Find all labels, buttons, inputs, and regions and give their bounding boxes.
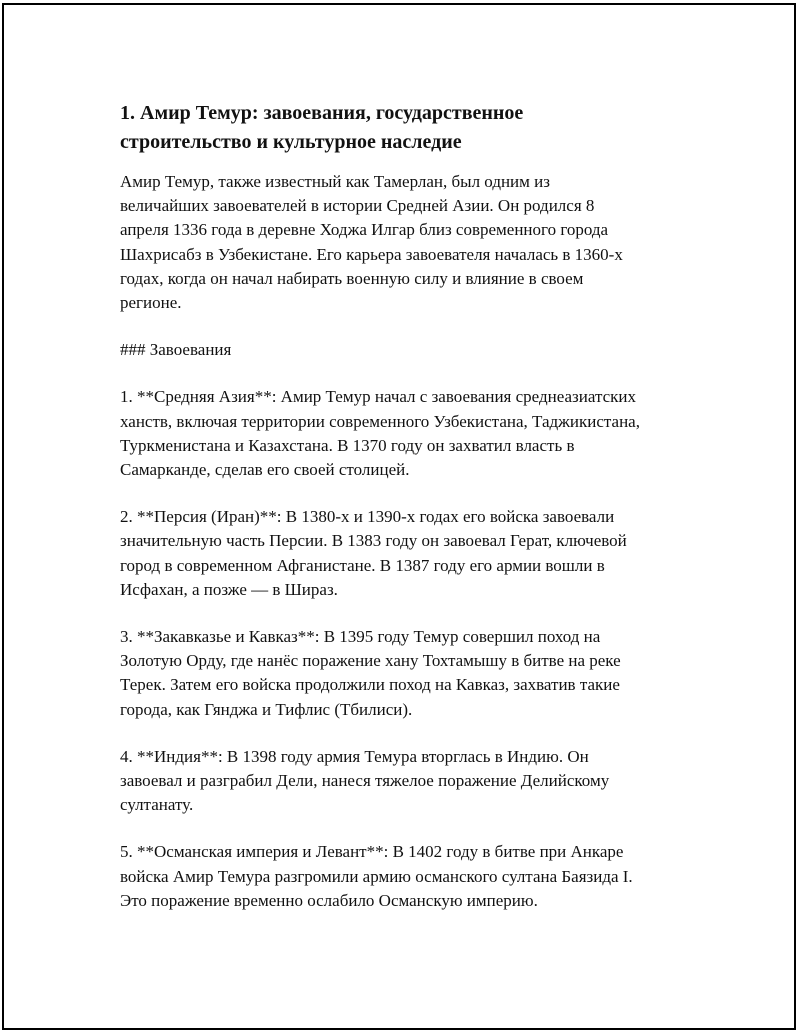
text-line: войска Амир Темура разгромили армию османского султана Баязида I. (120, 866, 633, 886)
text-line: 2. **Персия (Иран)**: В 1380-х и 1390-х годах его войска завоевали (120, 507, 615, 527)
section-heading-text: ### Завоевания (120, 340, 232, 360)
list-item (120, 385, 720, 482)
text-line: регионе. (120, 293, 182, 313)
text-line: Это поражение временно ослабило Османскую империю. (120, 890, 538, 910)
text-line: годах, когда он начал набирать военную силу и влияние в своем (120, 268, 584, 288)
document-body (120, 99, 720, 936)
text-line: значительную часть Персии. В 1383 году он завоевал Герат, ключевой (120, 531, 627, 551)
intro-paragraph (120, 170, 720, 315)
page-frame (2, 3, 796, 1030)
list-item (120, 745, 720, 818)
text-line: апреля 1336 года в деревне Ходжа Илгар близ современного города (120, 220, 609, 240)
text-line: Шахрисабз в Узбекистане. Его карьера завоевателя началась в 1360-х (120, 244, 623, 264)
text-line: 4. **Индия**: В 1398 году армия Темура вторглась в Индию. Он (120, 746, 589, 766)
text-line: ханств, включая территории современного Узбекистана, Таджикистана, (120, 411, 640, 431)
text-line: Исфахан, а позже — в Шираз. (120, 579, 338, 599)
text-line: 3. **Закавказье и Кавказ**: В 1395 году Темур совершил поход на (120, 627, 601, 647)
text-line: 5. **Османская империя и Левант**: В 1402 году в битве при Анкаре (120, 842, 624, 862)
text-line: город в современном Афганистане. В 1387 году его армии вошли в (120, 555, 605, 575)
list-item (120, 840, 720, 913)
text-line: величайших завоевателей в истории Средней Азии. Он родился 8 (120, 196, 595, 216)
list-item (120, 505, 720, 602)
text-line: Туркменистана и Казахстана. В 1370 году он захватил власть в (120, 435, 575, 455)
text-line: города, как Гянджа и Тифлис (Тбилиси). (120, 699, 413, 719)
title-line: строительство и культурное наследие (120, 131, 462, 153)
text-line: Амир Темур, также известный как Тамерлан, был одним из (120, 172, 550, 191)
text-line: завоевал и разграбил Дели, нанеся тяжелое поражение Делийскому (120, 771, 610, 791)
title-line: 1. Амир Темур: завоевания, государственное (120, 102, 524, 124)
text-line: султанату. (120, 795, 194, 815)
text-line: Золотую Орду, где нанёс поражение хану Тохтамышу в битве на реке (120, 651, 621, 671)
section-heading (120, 338, 720, 362)
text-line: 1. **Средняя Азия**: Амир Темур начал с завоевания среднеазиатских (120, 387, 636, 407)
text-line: Терек. Затем его войска продолжили поход на Кавказ, захватив такие (120, 675, 620, 695)
document-title (120, 99, 720, 157)
text-line: Самарканде, сделав его своей столицей. (120, 460, 410, 480)
list-item (120, 625, 720, 722)
